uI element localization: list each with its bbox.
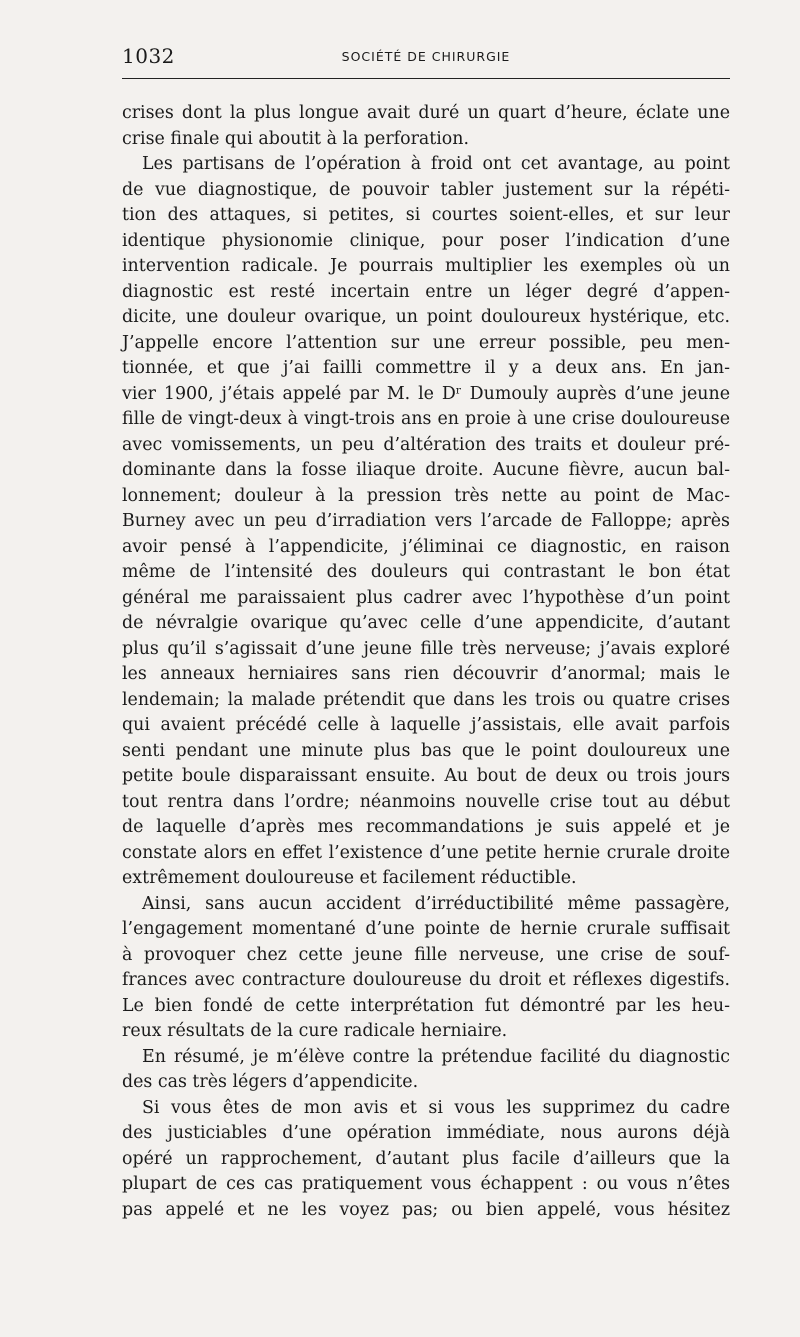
text-line: des cas très légers d’appendicite. [122, 1072, 419, 1092]
text-line: identique physionomie clinique, pour poser l’indication d’une [122, 230, 730, 251]
text-line: lonnement; douleur à la pression très nette au point de Mac- [122, 485, 730, 506]
text-line: qui avaient précédé celle à laquelle j’assistais, elle avait parfois [122, 715, 730, 735]
text-line: dicite, une douleur ovarique, un point douloureux hystérique, etc. [122, 307, 730, 327]
text-line: senti pendant une minute plus bas que le point douloureux une [122, 740, 730, 761]
text-line: tion des attaques, si petites, si courtes soient-elles, et sur leur [122, 205, 730, 225]
text-line: petite boule disparaissant ensuite. Au bout de deux ou trois jours [122, 766, 730, 786]
text-line: diagnostic est resté incertain entre un léger degré d’appen- [122, 281, 730, 302]
text-line: avec vomissements, un peu d’altération des traits et douleur pré- [122, 434, 730, 455]
page-header [122, 44, 730, 70]
text-line: crises dont la plus longue avait duré un quart d’heure, éclate une [122, 103, 730, 123]
text-line: opéré un rapprochement, d’autant plus facile d’ailleurs que la [122, 1148, 730, 1169]
text-line: de névralgie ovarique qu’avec celle d’une appendicite, d’autant [122, 613, 730, 633]
text-line: constate alors en effet l’existence d’une petite hernie crurale droite [122, 842, 730, 863]
text-line: vier 1900, j’étais appelé par M. le Dʳ Dumouly auprès d’une jeune [122, 383, 730, 404]
text-line: Burney avec un peu d’irradiation vers l’arcade de Falloppe; après [122, 511, 730, 531]
text-line: plupart de ces cas pratiquement vous échappent : ou vous n’êtes [122, 1174, 730, 1194]
text-line: lendemain; la malade prétendit que dans les trois ou quatre crises [122, 689, 730, 710]
text-line: de laquelle d’après mes recommandations je suis appelé et je [122, 817, 730, 837]
text-line: tout rentra dans l’ordre; néanmoins nouvelle crise tout au début [122, 791, 730, 812]
text-line: Ainsi, sans aucun accident d’irréductibilité même passagère, [142, 893, 730, 914]
text-line: pas appelé et ne les voyez pas; ou bien appelé, vous hésitez [122, 1199, 730, 1220]
text-line: fille de vingt-deux à vingt-trois ans en proie à une crise douloureuse [122, 409, 730, 429]
text-line: Le bien fondé de cette interprétation fut démontré par les heu- [122, 995, 730, 1016]
text-line: En résumé, je m’élève contre la prétendue facilité du diagnostic [142, 1046, 730, 1067]
text-line: extrêmement douloureuse et facilement réductible. [122, 868, 577, 888]
text-line: intervention radicale. Je pourrais multiplier les exemples où un [122, 256, 730, 276]
text-line: plus qu’il s’agissait d’une jeune fille très nerveuse; j’avais exploré [122, 638, 730, 659]
text-line: J’appelle encore l’attention sur une erreur possible, peu men- [122, 332, 730, 353]
text-line: Les partisans de l’opération à froid ont cet avantage, au point [142, 154, 730, 174]
text-line: de vue diagnostique, de pouvoir tabler justement sur la répéti- [122, 179, 730, 200]
text-line: général me paraissaient plus cadrer avec l’hypothèse d’un point [122, 587, 730, 608]
text-line: des justiciables d’une opération immédiate, nous aurons déjà [122, 1123, 730, 1143]
text-line: même de l’intensité des douleurs qui contrastant le bon état [122, 562, 730, 582]
text-line: avoir pensé à l’appendicite, j’éliminai ce diagnostic, en raison [122, 536, 730, 557]
text-line: l’engagement momentané d’une pointe de hernie crurale suffisait [122, 919, 730, 939]
text-line: les anneaux herniaires sans rien découvrir d’anormal; mais le [122, 664, 730, 684]
text-line: à provoquer chez cette jeune fille nerveuse, une crise de souf- [122, 944, 730, 965]
page-number: 1032 [122, 44, 175, 68]
text-line: crise finale qui aboutit à la perforation. [122, 128, 469, 149]
header-rule [122, 78, 730, 79]
body-text [122, 101, 730, 1223]
running-title: SOCIÉTÉ DE CHIRURGIE [341, 49, 511, 64]
text-line: Si vous êtes de mon avis et si vous les supprimez du cadre [142, 1097, 730, 1118]
text-line: tionnée, et que j’ai failli commettre il y a deux ans. En jan- [122, 358, 730, 378]
text-line: dominante dans la fosse iliaque droite. Aucune fièvre, aucun bal- [122, 460, 730, 480]
text-line: frances avec contracture douloureuse du droit et réflexes digestifs. [122, 970, 730, 990]
text-line: reux résultats de la cure radicale herniaire. [122, 1021, 508, 1041]
